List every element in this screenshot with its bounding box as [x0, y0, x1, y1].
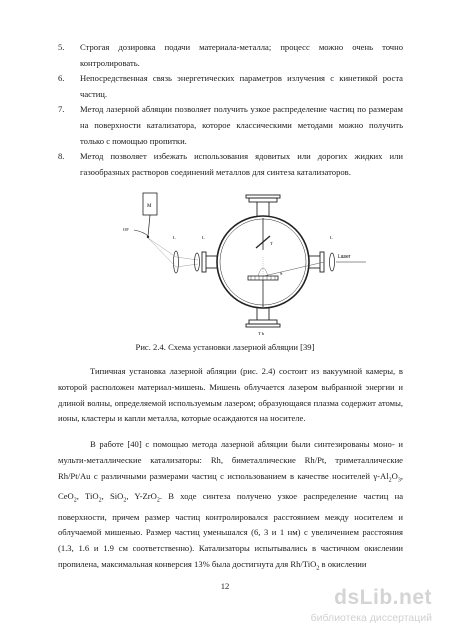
list-item-text: Метод позволяет избежать использования ядовитых или дорогих жидких или газообразных растворов соединений металлов для синтеза катализаторов.: [80, 151, 403, 177]
label-t: T: [270, 241, 273, 246]
list-item-number: 7.: [58, 104, 65, 115]
left-port: [202, 252, 206, 272]
watermark-subtitle: библиотека диссертаций: [310, 612, 432, 624]
lens-right: [330, 253, 335, 271]
paragraph-setup: Типичная установка лазерной абляции (рис. 2.4) состоит из вакуумной камеры, в которой расположен материал-мишень. Мишень облучается лазером выбранной энергии и длиной волны, определяемой используемым лазером; образующаяся плазма содержит атомы, ионы, кластеры и капли металла, которые осаждаются на носителе.: [58, 366, 403, 424]
label-m: M: [147, 204, 152, 209]
list-item: [58, 102, 403, 149]
list-item: [58, 40, 403, 71]
paragraph-study: В работе [40] с помощью метода лазерной абляции были синтезированы моно- и мульти-металлические катализаторы: Rh, биметаллические Rh/Pt, триметаллические Rh/Pt/Au с различными размерами частиц с использованием в качестве носителей $\gamma-Al_2O_3$, CeO$_2$, TiO$_2$, SiO$_2$, Y-ZrO$_2$. В ходе синтеза получено узкое распределение частиц на поверхности, причем размер частиц контролировался расстоянием между носителем и облучаемой мишенью. Размер частиц уменьшался (6, 3 и 1 нм) с увеличением расстояния (1.3, 1.6 и 1.9 см соответственно). Катализаторы испытывались в частичном окислении пропилена, максимальная конверсия 13% была достигнута для Rh/TiO$_2$ в окислении: [58, 439, 404, 572]
label-l-mid: L: [202, 235, 205, 240]
figure-caption: Рис. 2.4. Схема установки лазерной абляции [39]: [135, 342, 315, 352]
list-item-text: Непосредственная связь энергетических параметров излучения с кинетикой роста частиц.: [80, 73, 403, 99]
advantages-list: [58, 40, 403, 180]
watermark: [282, 586, 442, 630]
top-flange: [249, 198, 277, 202]
bottom-flange: [249, 320, 277, 324]
list-item-text: Метод лазерной абляции позволяет получить узкое распределение частиц по размерам на поверхности катализатора, которое классическими методами можно получить только с помощью пропитки.: [80, 104, 403, 146]
list-item: [58, 149, 403, 180]
label-of: OF: [123, 227, 129, 232]
watermark-logo: dsLib.net: [334, 586, 432, 609]
list-item-number: 6.: [58, 73, 65, 84]
label-tb: T b: [258, 331, 265, 336]
page-number: 12: [220, 581, 230, 591]
lens-left: [174, 251, 179, 273]
label-l-right: L: [330, 235, 333, 240]
label-s: S: [280, 271, 283, 276]
laser-ablation-diagram: [118, 190, 368, 340]
list-item: [58, 71, 403, 102]
list-item-text: Строгая дозировка подачи материала-металла; процесс можно очень точно контролировать.: [80, 42, 403, 68]
list-item-number: 5.: [58, 42, 65, 52]
label-laser: Laser: [338, 254, 351, 260]
list-item-number: 8.: [58, 151, 65, 162]
lens-mid: [195, 253, 200, 271]
label-l-left: L: [173, 235, 176, 240]
